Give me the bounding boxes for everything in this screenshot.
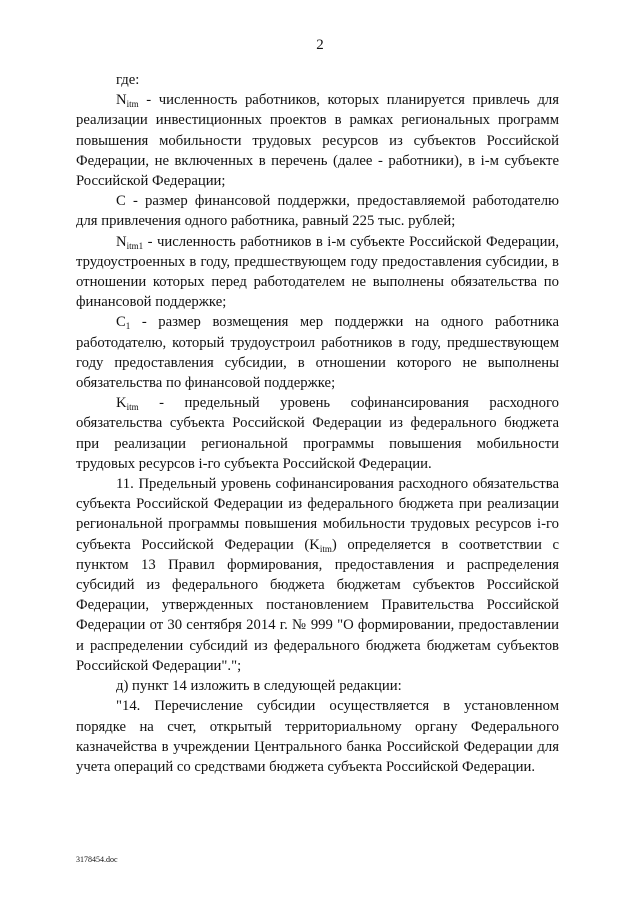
symbol-kitm: $K_{itm}$ <box>116 395 139 413</box>
symbol-nitm1: $N_{itm1}$ <box>116 233 144 251</box>
clause-d: д) пункт 14 изложить в следующей редакции: <box>116 678 402 695</box>
where-label: где: <box>116 72 140 88</box>
clause-14: "14. Перечисление субсидии осуществляется в установленном порядке на счет, открытый территориальному органу Федерального казначейства в учреждении Центрального банка Российской Федерации для учета операций со средствами бюджета субъекта Российской Федерации. <box>76 698 559 775</box>
symbol-nitm: $N_{itm}$ <box>116 92 139 110</box>
definition-kitm: $K_{itm}$ - предельный уровень софинансирования расходного обязательства субъекта Российской Федерации из федерального бюджета при реализации региональной программы повышения мобильности трудовых ресурсов i-го субъекта Российской Федерации. <box>76 395 559 472</box>
definition-c1: $С_1$ - размер возмещения мер поддержки на одного работника работодателю, который трудоустроил работников в году, предшествующем году предоставления субсидии, в отношении которого не выполнены обязательства по финансовой поддержке; <box>76 314 559 392</box>
symbol-c1: $С_1$ <box>116 314 131 332</box>
definition-nitm1: $N_{itm1}$ - численность работников в i-м субъекте Российской Федерации, трудоустроенных в году, предшествующем году предоставления субсидии, в отношении которых перед работодателем не выполнены обязательства по финансовой поддержке; <box>76 233 559 311</box>
definition-c: С - размер финансовой поддержки, предоставляемой работодателю для привлечения одного работника, равный 225 тыс. рублей; <box>76 193 559 230</box>
document-body <box>76 70 559 777</box>
page-number: 2 <box>316 37 324 53</box>
clause-11: 11. Предельный уровень софинансирования расходного обязательства субъекта Российской Федерации из федерального бюджета при реализации региональной программы повышения мобильности трудовых ресурсов i-го субъекта Российской Федерации $(K_{itm})$ определяется в соответствии с пунктом 13 Правил формирования, предоставления и распределения субсидий из федерального бюджета бюджетам субъектов Российской Федерации, утвержденных постановлением Правительства Российской Федерации от 30 сентября 2014 г. № 999 "О формировании, предоставлении и распределении субсидий из федерального бюджета бюджетам субъектов Российской Федерации"."; <box>76 476 559 674</box>
definition-nitm: $N_{itm}$ - численность работников, которых планируется привлечь для реализации инвестиционных проектов в рамках региональных программ повышения мобильности трудовых ресурсов из субъектов Российской Федерации, не включенных в перечень (далее - работники), в i-м субъекте Российской Федерации; <box>76 92 559 190</box>
footer-doc-code: 3178454.doc <box>76 855 118 864</box>
